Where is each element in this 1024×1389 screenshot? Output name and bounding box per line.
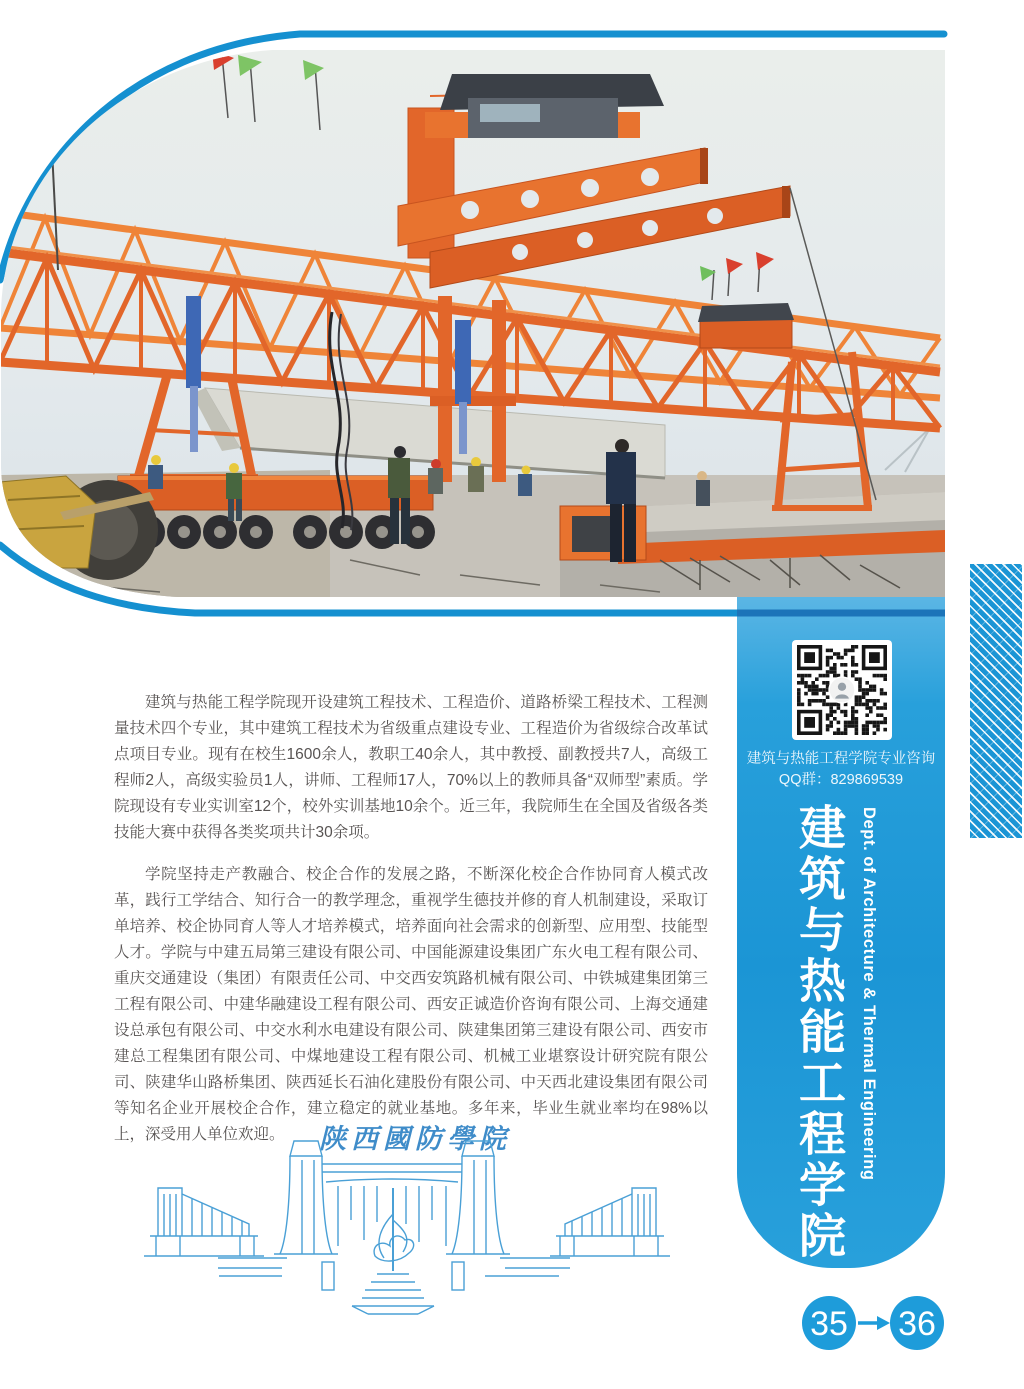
qr-caption-line1: 建筑与热能工程学院专业咨询 bbox=[746, 751, 936, 767]
qr-avatar bbox=[829, 677, 855, 703]
paragraph-cooperation: 学院坚持走产教融合、校企合作的发展之路，不断深化校企合作协同育人模式改革，践行工学结合、知行合一的教学理念，重视学生德技并修的育人机制建设，采取订单培养、校企协同育人等人才培养模式，培养面向社会需求的创新型、应用型、技能型人才。学院与中建五局第三建设有限公司、中国能源建设集团广东火电工程有限公司、重庆交通建设（集团）有限责任公司、中交西安筑路机械有限公司、中铁城建集团第三工程有限公司、中建华融建设工程有限公司、西安正诚造价咨询有限公司、上海交通建设总承包有限公司、中交水利水电建设有限公司、陕建集团第三建设有限公司、西安市建总工程集团有限公司、中煤地建设工程有限公司、机械工业堪察设计研究院有限公司、陕建华山路桥集团、陕西延长石油化建股份有限公司、中天西北建设集团有限公司等知名企业开展校企合作，建立稳定的就业基地。多年来，毕业生就业率均在98%以上，深受用人单位欢迎。 bbox=[114, 866, 708, 1143]
photo-scene bbox=[0, 50, 945, 600]
qr-code bbox=[792, 640, 892, 740]
qr-caption-line2: QQ群：829869539 bbox=[778, 772, 904, 788]
pagination bbox=[793, 1290, 953, 1361]
department-side-panel bbox=[737, 597, 945, 1268]
page-numbers bbox=[793, 1290, 953, 1356]
qr-finder-top-right bbox=[862, 645, 887, 670]
construction-photo bbox=[0, 0, 1024, 640]
qr-code-graphic bbox=[797, 645, 887, 735]
paragraph-overview: 建筑与热能工程学院现开设建筑工程技术、工程造价、道路桥梁工程技术、工程测量技术四个专业，其中建筑工程技术为省级重点建设专业、工程造价为省级综合改革试点项目专业。现有在校生1600余人，教职工40余人，其中教授、副教授共7人，高级工程师2人，高级实验员1人，讲师、工程师17人，70%以上的教师具备“双师型”素质。学院现设有专业实训室12个，校外实训基地10余个。近三年，我院师生在全国及省级各类技能大赛中获得各类奖项共计30余项。 bbox=[114, 694, 708, 841]
page-number-right: 36 bbox=[898, 1305, 936, 1343]
qr-finder-top-left bbox=[797, 645, 822, 670]
qr-caption bbox=[737, 749, 945, 791]
qr-finder-bottom-left bbox=[797, 710, 822, 735]
campus-gate-illustration bbox=[122, 1116, 692, 1356]
gate-calligraphy: 陕西國防學院 bbox=[319, 1124, 511, 1155]
department-title-cn: 建筑与热能工程学院 bbox=[793, 803, 846, 1262]
arrow-head-icon bbox=[877, 1316, 890, 1330]
gate-line-art bbox=[122, 1116, 692, 1356]
page-number-left: 35 bbox=[810, 1305, 848, 1343]
intro-text bbox=[114, 690, 708, 1164]
department-title-en: Dept. of Architecture & Thermal Engineering bbox=[860, 807, 878, 1181]
